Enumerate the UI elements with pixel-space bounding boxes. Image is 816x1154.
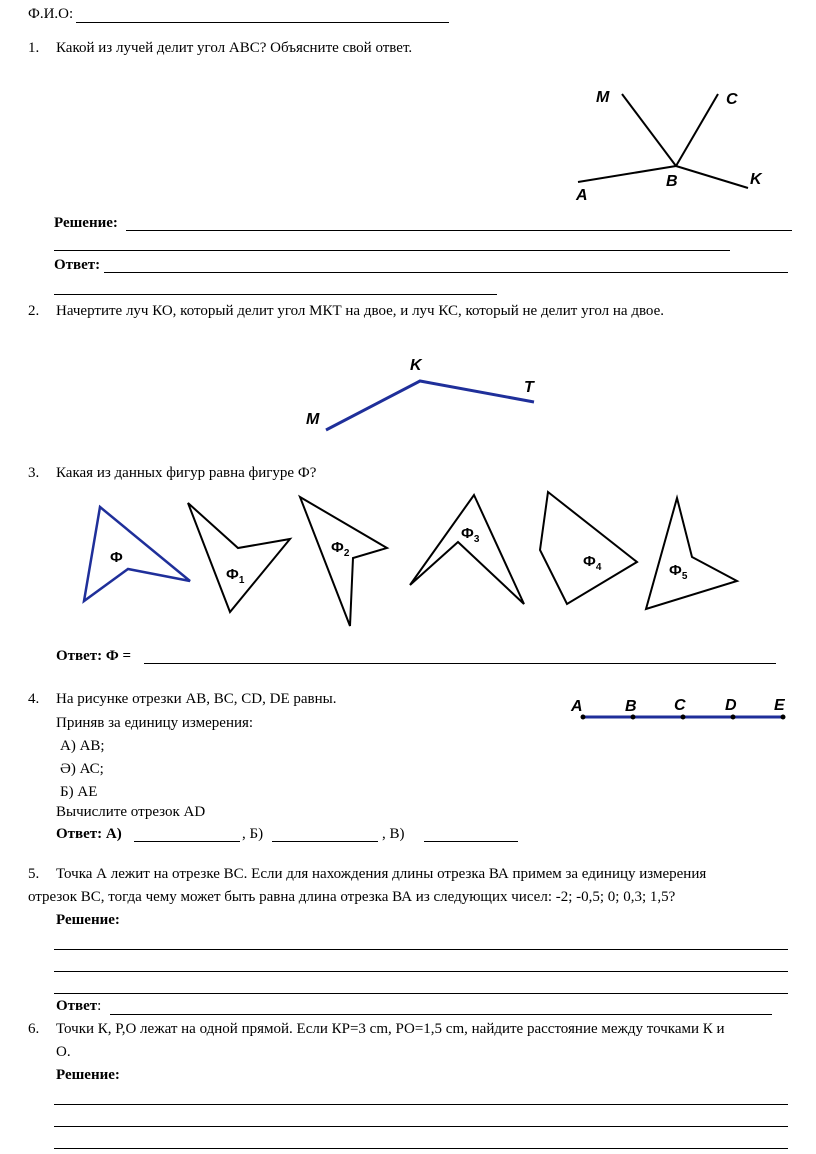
q6-solution-line-3[interactable] <box>54 1148 788 1149</box>
q4-number: 4. <box>28 691 40 707</box>
q5-number: 5. <box>28 866 40 882</box>
q4-option-c: Б) АЕ <box>60 784 98 800</box>
point-b <box>631 715 636 720</box>
figure-label-phi-5: $Ф_5$ <box>669 562 688 582</box>
label-c: C <box>674 697 686 714</box>
q4-sep-b: , Б) <box>242 826 264 842</box>
label-a: A <box>571 698 583 715</box>
q5-solution-line-2[interactable] <box>54 971 788 972</box>
label-e: E <box>774 697 785 714</box>
figure-label-phi-3: $Ф_3$ <box>461 525 480 545</box>
q2-text: Начертите луч КО, который делит угол МКТ на двое, и луч КС, который не делит угол на двое. <box>56 303 665 319</box>
q1-text: Какой из лучей делит угол АВС? Объясните свой ответ. <box>56 40 413 56</box>
q4-answer-label: Ответ: А) <box>56 826 122 842</box>
fio-label: Ф.И.О: <box>28 6 74 22</box>
label-m: M <box>596 89 610 106</box>
q4-text: На рисунке отрезки АВ, ВС, CD, DE равны. <box>56 691 337 707</box>
label-c: C <box>726 91 738 108</box>
q6-number: 6. <box>28 1021 40 1037</box>
label-m: M <box>306 411 320 428</box>
q6-solution-label: Решение: <box>56 1067 120 1083</box>
figure-label-phi-4: $Ф_4$ <box>583 553 602 573</box>
q5-answer-label: Ответ: <box>56 998 102 1014</box>
point-e <box>781 715 786 720</box>
q4-option-a: А) АВ; <box>60 738 105 754</box>
label-d: D <box>725 697 737 714</box>
figure-label-phi-2: $Ф_2$ <box>331 539 350 559</box>
q5-solution-line-3[interactable] <box>54 993 788 994</box>
q2-number: 2. <box>28 303 40 319</box>
q5-text-2: отрезок ВС, тогда чему может быть равна длина отрезка ВА из следующих чисел: -2; -0,5; 0; 0,3; 1,5? <box>28 889 676 905</box>
q6-solution-line-2[interactable] <box>54 1126 788 1127</box>
q1-answer-label: Ответ: <box>54 257 101 273</box>
q5-text-1: Точка А лежит на отрезке ВС. Если для нахождения длины отрезка ВА примем за единицу измерения <box>56 866 707 882</box>
q1-solution-label: Решение: <box>54 215 118 231</box>
q3-text: Какая из данных фигур равна фигуре Ф? <box>56 465 317 481</box>
q1-number: 1. <box>28 40 40 56</box>
q3-number: 3. <box>28 465 40 481</box>
q4-line2: Приняв за единицу измерения: <box>56 715 254 731</box>
q5-solution-label: Решение: <box>56 912 120 928</box>
label-a: A <box>576 187 588 204</box>
point-c <box>681 715 686 720</box>
point-d <box>731 715 736 720</box>
q4-sep-c: , В) <box>382 826 405 842</box>
q5-solution-line-1[interactable] <box>54 949 788 950</box>
label-k: K <box>750 171 762 188</box>
label-k: K <box>410 357 422 374</box>
label-b: B <box>625 698 637 715</box>
label-b: B <box>666 173 678 190</box>
q6-text-2: О. <box>56 1044 71 1060</box>
point-a <box>581 715 586 720</box>
figure-label-phi: Ф <box>110 549 123 566</box>
q4-option-b: Ә) АС; <box>60 761 104 777</box>
figure-label-phi-1: $Ф_1$ <box>226 566 245 586</box>
q6-text-1: Точки К, Р,О лежат на одной прямой. Если КР=3 cm, РО=1,5 cm, найдите расстояние между точками К и <box>56 1021 725 1037</box>
q6-solution-line-1[interactable] <box>54 1104 788 1105</box>
q4-compute: Вычислите отрезок AD <box>56 804 206 820</box>
q3-answer-label: Ответ: Ф = <box>56 648 132 664</box>
q5-answer-line[interactable] <box>110 1014 772 1015</box>
label-t: T <box>524 379 534 396</box>
